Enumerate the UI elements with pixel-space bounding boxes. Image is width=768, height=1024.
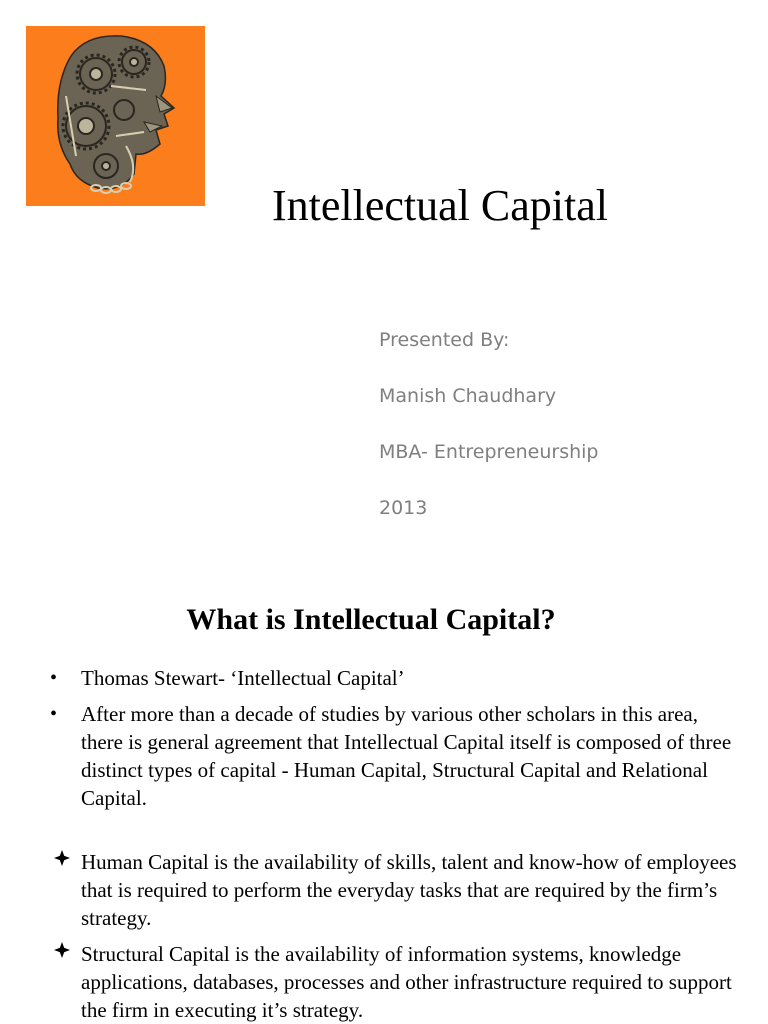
bullet-text: Thomas Stewart- ‘Intellectual Capital’ [81, 666, 405, 690]
diamond-bullet-icon [52, 940, 72, 960]
presenter-name: Manish Chaudhary [379, 385, 557, 407]
presentation-year: 2013 [379, 497, 428, 519]
bullet-text: Structural Capital is the availability of information systems, knowledge applications, databases, processes and other infrastructure required to support the firm in executing it’s strategy. [81, 942, 732, 1022]
presented-by-label: Presented By: [379, 329, 510, 351]
bullet-dot: • [50, 703, 58, 725]
content-slide [0, 570, 768, 1024]
presenter-block [379, 322, 599, 546]
bullet-dot: • [50, 667, 58, 689]
slide-heading: What is Intellectual Capital? [186, 603, 556, 636]
slide-title: Intellectual Capital [272, 181, 608, 230]
bullet-text: After more than a decade of studies by various other scholars in this area, there is general agreement that Intellectual Capital itself is composed of three distinct types of capital - Human Capital, Structural Capital and Relational Capital. [81, 702, 732, 810]
bullet-text: Human Capital is the availability of skills, talent and know-how of employees that is required to perform the everyday tasks that are required by the firm’s strategy. [81, 850, 737, 930]
presenter-program: MBA- Entrepreneurship [379, 441, 599, 463]
diamond-bullet-icon [52, 848, 72, 868]
